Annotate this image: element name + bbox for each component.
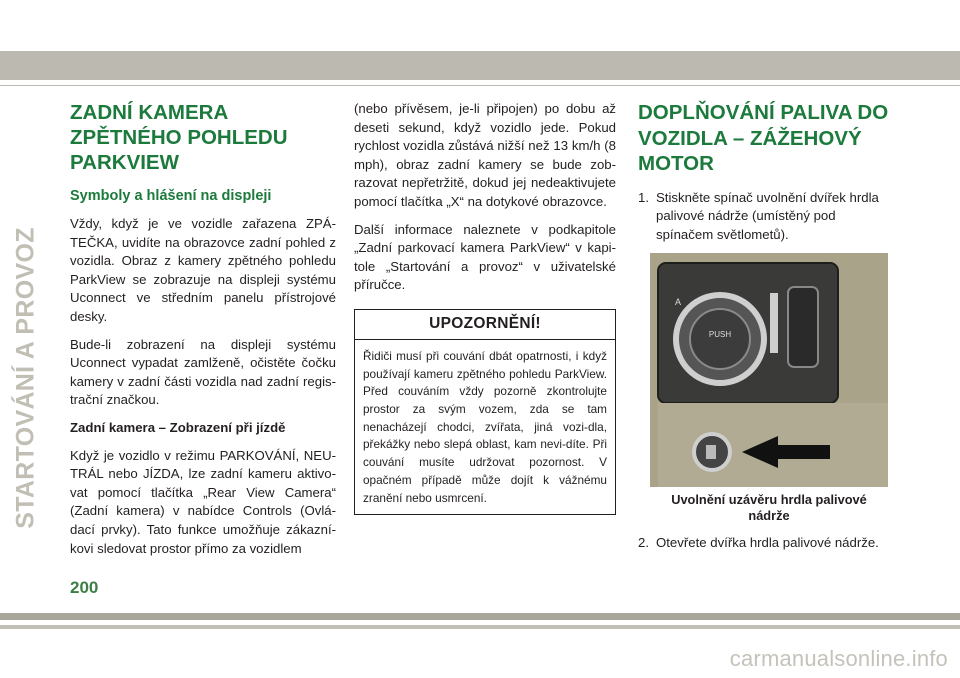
step-number: 2. [638,535,649,551]
dimmer-indicator [770,293,778,353]
step-text: Stiskněte spínač uvolnění dvířek hrdla palivové nádrže (umístěný pod spínačem světlometů). [656,189,879,242]
paragraph-heading: Zadní kamera – Zobrazení při jízdě [70,419,286,435]
column-middle [354,100,616,515]
paragraph: Když je vozidlo v režimu PARKOVÁNÍ, NEU-TRÁL nebo JÍZDA, lze zadní kameru aktivo-vat pomocí tlačítka „Rear View Camera“ (Zadní kamera) v nabídce Controls (Ovlá-dací prvky). Tato funkce umožňuje zákazní-kovi sledovat prostor přímo za vozidlem [70,447,336,556]
section-title-refuel: DOPLŇOVÁNÍ PALIVA DO VOZIDLA – ZÁŽEHOVÝ MOTOR [638,101,889,175]
list-item [638,534,890,553]
knob-label-auto: A [674,297,682,308]
paragraph: Další informace naleznete v podkapitole „Zadní parkovací kamera ParkView“ v kapi-tole „Startování a provoz“ v uživatelské příručce. [354,221,616,293]
header-rule [0,85,960,86]
watermark: carmanualsonline.info [729,646,948,671]
footer-rule [0,625,960,629]
step-text: Otevřete dvířka hrdla palivové nádrže. [656,535,879,551]
paragraph: Vždy, když je ve vozidle zařazena ZPÁ-TEČKA, uvidíte na obrazovce zadní pohled z vozidla. Obraz z kamery zpětného pohledu ParkView se zobrazuje na displeji systému Uconnect ve středním panelu přístrojové desky. [70,216,336,324]
subsection-title-display: Symboly a hlášení na displeji [70,188,272,204]
steps-list [638,189,890,245]
paragraph: Bude-li zobrazení na displeji systému Uconnect vypadat zamlženě, očistěte čočku kamery v zadní části vozidla nad zadní regis-trační značkou. [70,336,336,408]
fuel-door-release-photo [650,253,888,487]
dashboard-switch-illustration [650,253,888,487]
column-left [70,100,336,567]
figure-caption: Uvolnění uzávěru hrdla palivové nádrže [671,492,867,524]
list-item [638,189,890,245]
header-band [0,51,960,80]
warning-box [354,309,616,515]
page-number: 200 [70,578,99,597]
knob-label-push: PUSH [708,330,732,340]
step-number: 1. [638,189,649,205]
warning-title: UPOZORNĚNÍ! [355,310,615,340]
paragraph: (nebo přívěsem, je-li připojen) po dobu až deseti sekund, když vozidlo jede. Pokud rychlost vozidla zůstává nižší než 13 km/h (8 mph), obraz zadní kamery se bude zob-razovat nepřetržitě, dokud jej nedeaktivujete pomocí tlačítka „X“ na dotykové obrazovce. [354,101,616,209]
dimmer-wheel [788,287,818,367]
column-right [638,100,890,562]
section-title-camera: ZADNÍ KAMERA ZPĚTNÉHO POHLEDU PARKVIEW [70,101,288,174]
warning-text: Řidiči musí při couvání dbát opatrnosti, i když používají kameru zpětného pohledu ParkView. Před couváním vždy pozorně zkontrolujte prostor za svým vozem, zda se tam nenacházejí chodci, zvířata, jiná vozi-dla, překážky nebo slepá oblast, kam nevi-díte. Při couvání musíte udržovat pozornost. V opačném případě může dojít k vážnému zranění nebo usmrcení. [363,348,607,505]
fuel-pump-icon [706,445,716,459]
steps-list [638,534,890,553]
footer-band [0,613,960,620]
